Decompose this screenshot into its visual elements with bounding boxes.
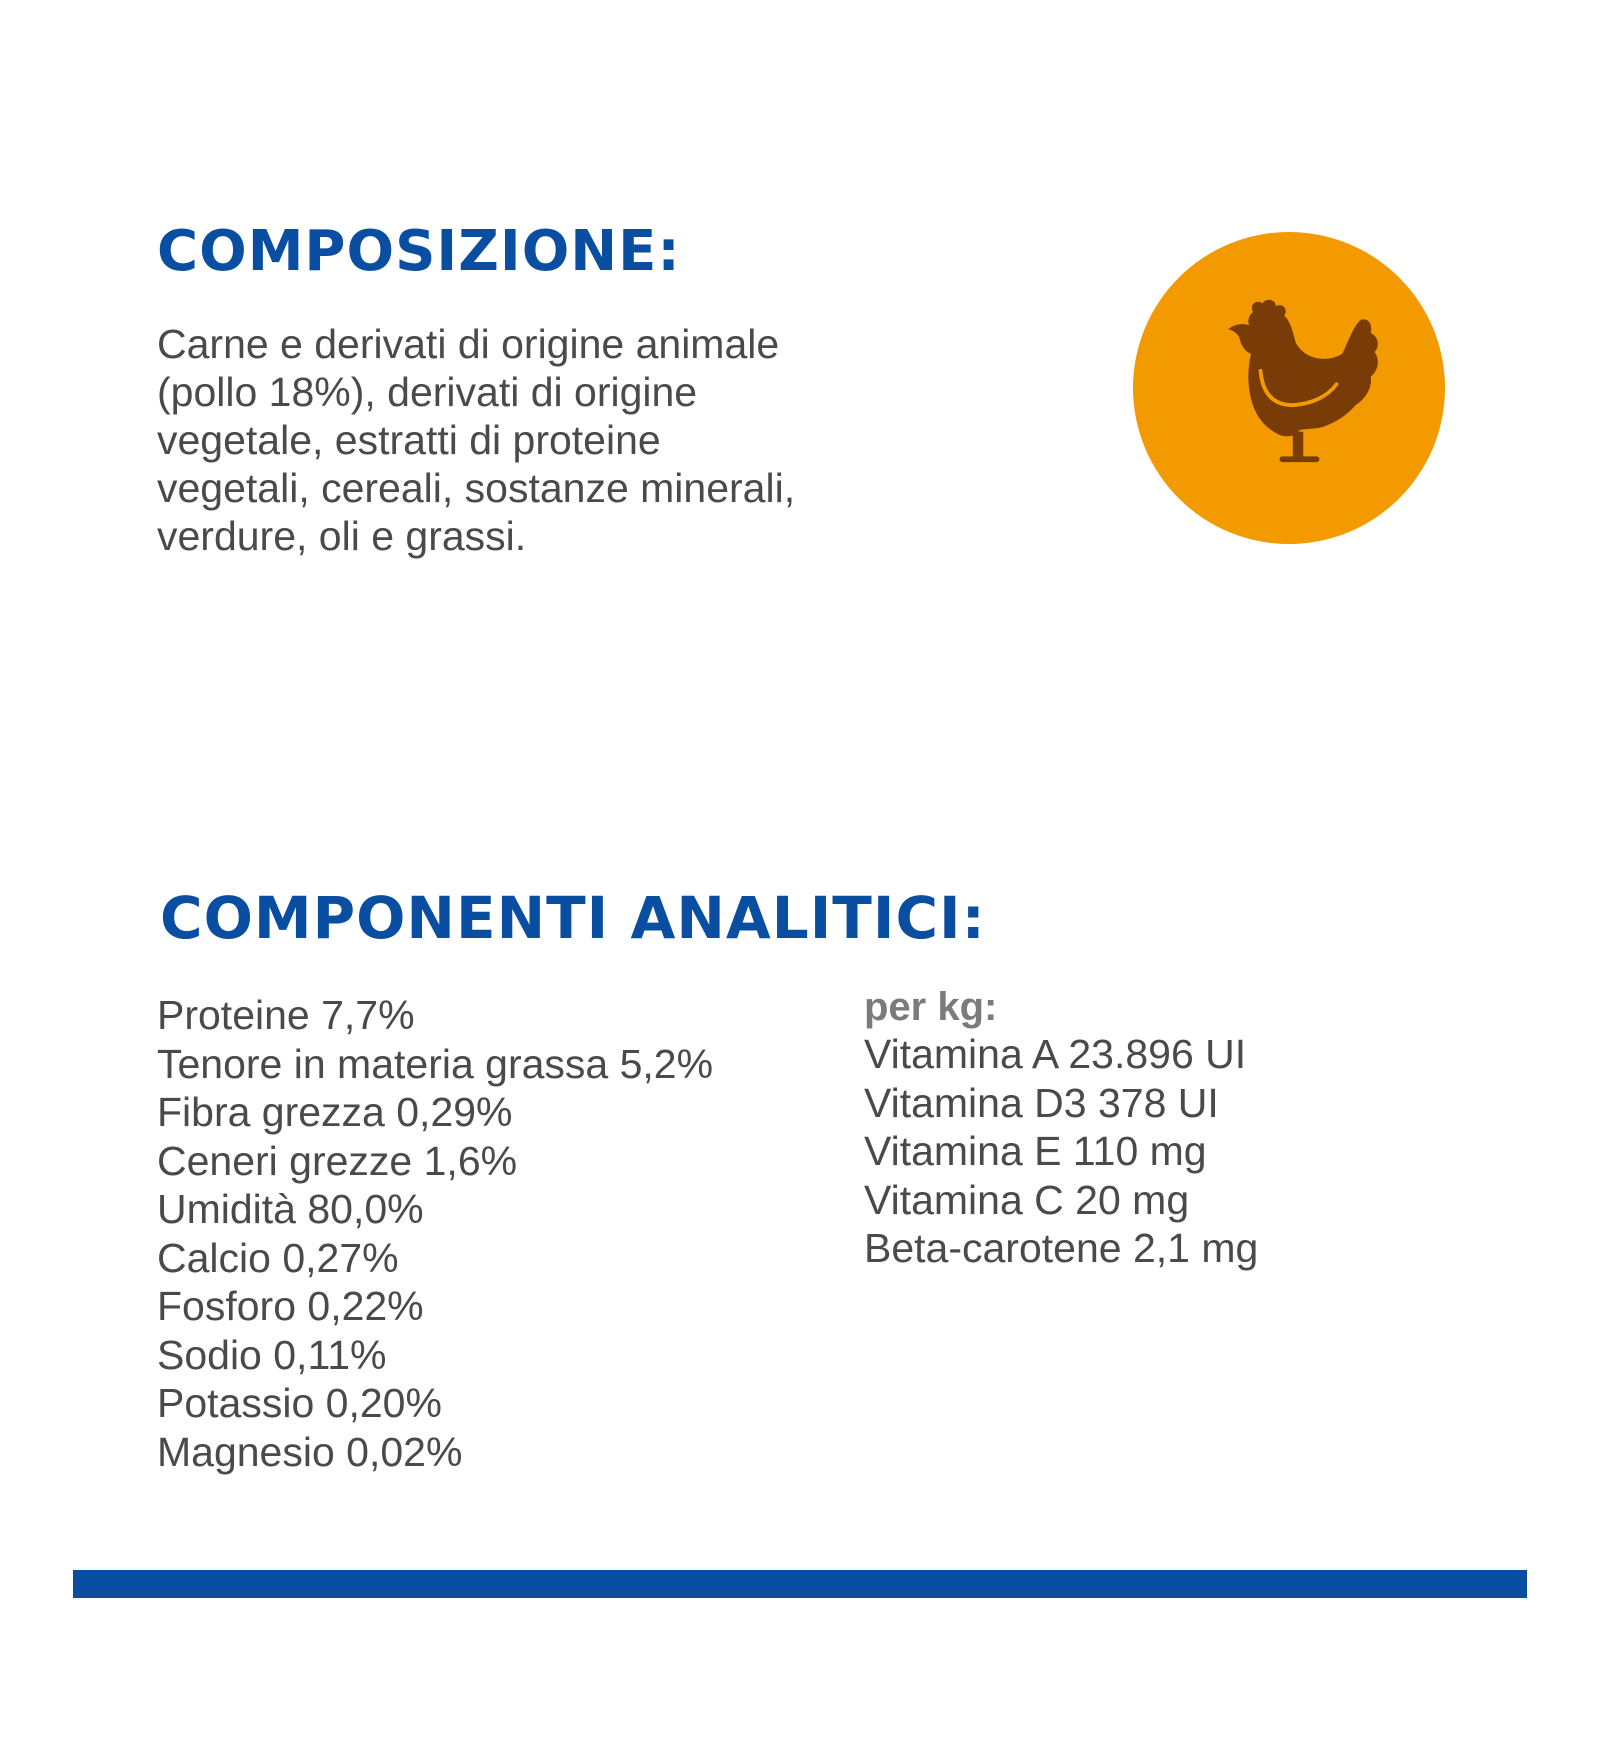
analytic-item-umidita: Umidità 80,0% — [157, 1186, 424, 1232]
chicken-icon — [1194, 293, 1384, 483]
composition-text: Carne e derivati di origine animale (pollo 18%), derivati di origine vegetale, estratti di proteine vegetali, cereali, sostanze minerali, verdure, oli e grassi. — [157, 321, 796, 559]
analytic-item-fibra: Fibra grezza 0,29% — [157, 1089, 513, 1135]
vitamin-list — [864, 1030, 1258, 1273]
analytic-list — [157, 991, 713, 1476]
analytic-item-sodio: Sodio 0,11% — [157, 1331, 387, 1378]
vitamin-item-d3: Vitamina D3 378 UI — [864, 1079, 1219, 1126]
per-kg-label: per kg: — [864, 985, 998, 1029]
analytic-item-fosforo: Fosforo 0,22% — [157, 1283, 424, 1329]
analytic-item-potassio: Potassio 0,20% — [157, 1380, 442, 1426]
analytic-heading: COMPONENTI ANALITICI: — [160, 884, 986, 952]
analytic-item-ceneri: Ceneri grezze 1,6% — [157, 1137, 518, 1184]
vitamin-item-beta-carotene: Beta-carotene 2,1 mg — [864, 1225, 1259, 1271]
footer-bar — [73, 1570, 1527, 1598]
analytic-item-magnesio: Magnesio 0,02% — [157, 1428, 463, 1475]
vitamin-item-e: Vitamina E 110 mg — [864, 1128, 1207, 1174]
chicken-badge — [1133, 232, 1445, 544]
analytic-item-proteine: Proteine 7,7% — [157, 992, 415, 1038]
vitamin-item-c: Vitamina C 20 mg — [864, 1176, 1190, 1223]
composition-heading: COMPOSIZIONE: — [157, 219, 681, 284]
analytic-item-calcio: Calcio 0,27% — [157, 1234, 399, 1281]
analytic-item-grassi: Tenore in materia grassa 5,2% — [157, 1040, 714, 1087]
vitamin-item-a: Vitamina A 23.896 UI — [864, 1031, 1247, 1077]
vitamin-block — [864, 984, 1258, 1273]
